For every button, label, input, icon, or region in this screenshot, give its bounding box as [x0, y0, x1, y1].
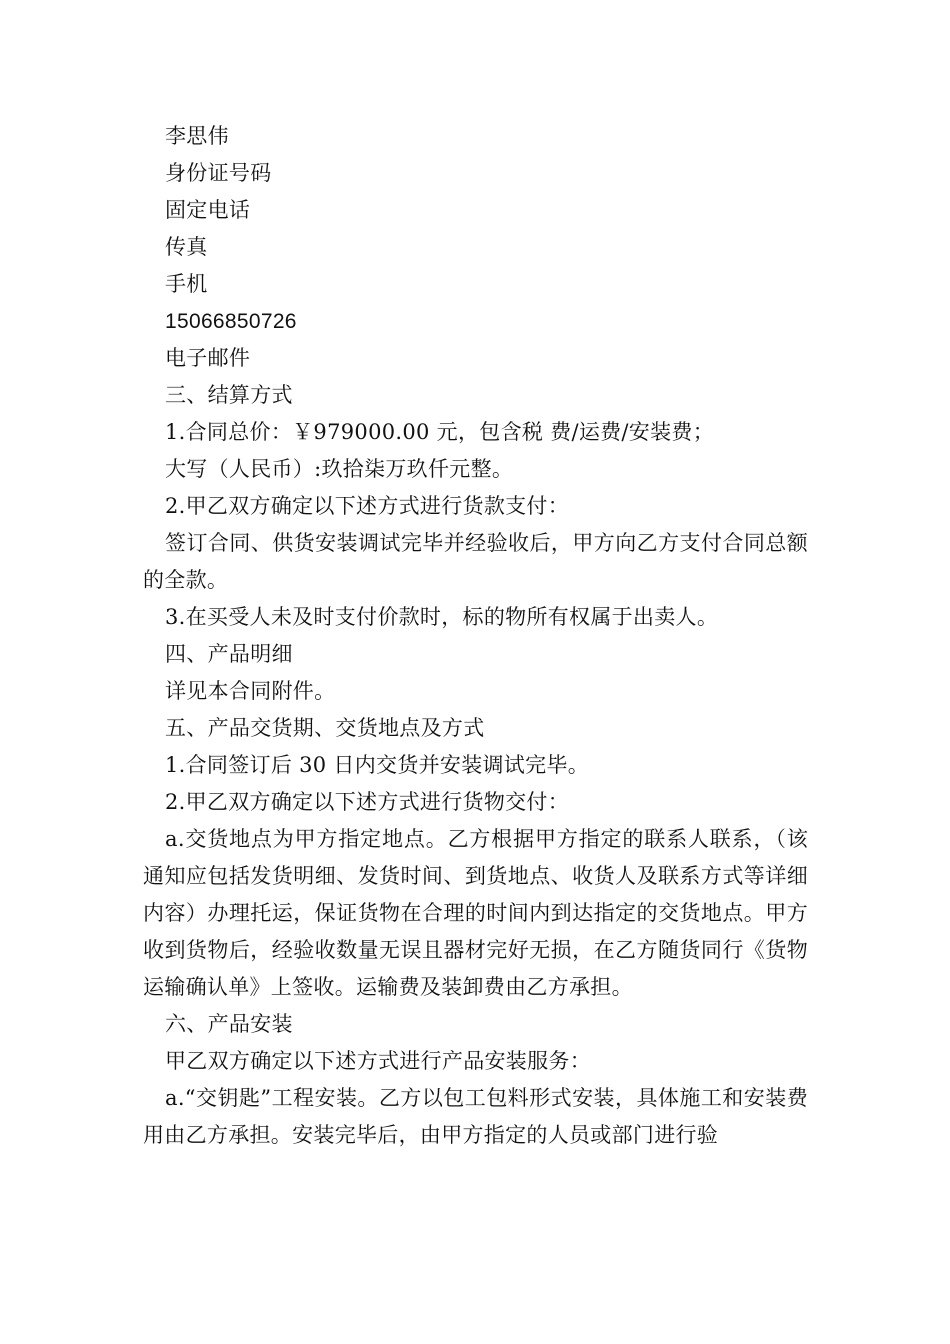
delivery-method-clause: 2.甲乙双方确定以下述方式进行货物交付：: [165, 790, 570, 814]
section-heading-delivery: 五、产品交货期、交货地点及方式: [165, 716, 485, 740]
landline-label: 固定电话: [165, 198, 251, 222]
installation-terms-paragraph: a.“交钥匙”工程安装。乙方以包工包料形式安装，具体施工和安装费用由乙方承担。安装完毕后，由甲方指定的人员或部门进行验: [143, 1086, 808, 1147]
contract-total-price: 1.合同总价：￥979000.00 元，包含税 费/运费/安装费；: [165, 420, 714, 444]
id-number-label: 身份证号码: [165, 161, 272, 185]
section-heading-product-details: 四、产品明细: [165, 642, 293, 666]
mobile-number: 15066850726: [165, 310, 297, 333]
ownership-clause: 3.在买受人未及时支付价款时，标的物所有权属于出卖人。: [165, 605, 719, 629]
see-attachment: 详见本合同附件。: [165, 679, 336, 703]
fax-label: 传真: [165, 235, 208, 259]
section-heading-settlement: 三、结算方式: [165, 383, 293, 407]
email-label: 电子邮件: [165, 346, 251, 370]
installation-method-clause: 甲乙双方确定以下述方式进行产品安装服务：: [165, 1049, 591, 1073]
delivery-period-clause: 1.合同签订后 30 日内交货并安装调试完毕。: [165, 753, 590, 777]
mobile-label: 手机: [165, 272, 208, 296]
party-b-name: 李思伟: [165, 124, 229, 148]
amount-in-words: 大写（人民币）:玖拾柒万玖仟元整。: [165, 457, 514, 481]
document-body: [143, 118, 808, 1154]
delivery-terms-paragraph: a.交货地点为甲方指定地点。乙方根据甲方指定的联系人联系，（该通知应包括发货明细、发货时间、到货地点、收货人及联系方式等详细内容）办理托运，保证货物在合理的时间内到达指定的交货地点。甲方收到货物后，经验收数量无误且器材完好无损，在乙方随货同行《货物运输确认单》上签收。运输费及装卸费由乙方承担。: [143, 827, 808, 999]
payment-method-clause: 2.甲乙双方确定以下述方式进行货款支付：: [165, 494, 570, 518]
payment-terms-paragraph: 签订合同、供货安装调试完毕并经验收后，甲方向乙方支付合同总额的全款。: [143, 531, 808, 592]
section-heading-installation: 六、产品安装: [165, 1012, 293, 1036]
